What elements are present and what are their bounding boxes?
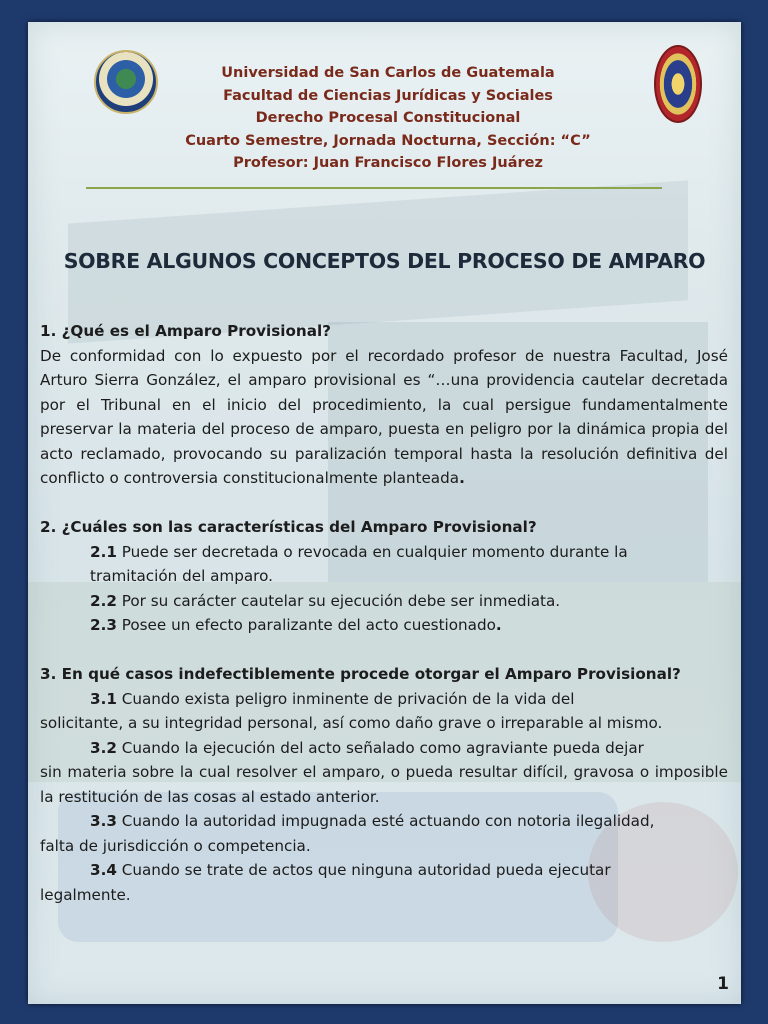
item-2-1-cont: tramitación del amparo. [90, 567, 273, 585]
item-text: Cuando la ejecución del acto señalado como agraviante pueda dejar [116, 738, 644, 757]
item-3-4 [40, 858, 728, 883]
item-text: Cuando la autoridad impugnada esté actuando con notoria ilegalidad, [116, 812, 655, 830]
header-professor: Profesor: Juan Francisco Flores Juárez [233, 155, 543, 171]
document-title: SOBRE ALGUNOS CONCEPTOS DEL PROCESO DE AMPARO [63, 249, 706, 273]
item-text: Puede ser decretada o revocada en cualquier momento durante la [116, 542, 628, 561]
document-body [40, 319, 728, 907]
question-3: 3. En qué casos indefectiblemente procede otorgar el Amparo Provisional? [40, 665, 681, 683]
item-number: 3.4 [90, 861, 117, 879]
item-3-3-cont: falta de jurisdicción o competencia. [40, 836, 311, 855]
item-number: 2.2 [90, 591, 117, 610]
question-2: 2. ¿Cuáles son las características del Amparo Provisional? [40, 518, 537, 536]
answer-1 [40, 344, 728, 491]
item-number: 2.3 [90, 616, 117, 634]
item-text: Posee un efecto paralizante del acto cuestionado [116, 616, 496, 634]
header-university: Universidad de San Carlos de Guatemala [221, 65, 555, 81]
item-number: 3.2 [90, 738, 117, 757]
header-course: Derecho Procesal Constitucional [255, 110, 521, 126]
item-3-2 [40, 736, 728, 761]
item-2-2 [40, 589, 728, 614]
item-2-3 [40, 613, 728, 638]
item-3-1-cont: solicitante, a su integridad personal, así como daño grave o irreparable al mismo. [40, 714, 663, 732]
item-number: 3.1 [90, 689, 117, 708]
header-semester: Cuarto Semestre, Jornada Nocturna, Sección: “C” [185, 132, 591, 149]
item-text: Por su carácter cautelar su ejecución debe ser inmediata. [116, 591, 561, 610]
question-1: 1. ¿Qué es el Amparo Provisional? [40, 322, 331, 340]
item-number: 2.1 [90, 542, 117, 561]
item-3-3 [40, 809, 728, 834]
item-text: Cuando exista peligro inminente de privación de la vida del [116, 689, 575, 708]
answer-1-end: . [459, 469, 465, 487]
header-faculty: Facultad de Ciencias Jurídicas y Sociales [223, 87, 553, 104]
item-3-1 [40, 687, 728, 712]
institution-header [138, 62, 638, 175]
item-number: 3.3 [90, 812, 117, 830]
answer-1-text: De conformidad con lo expuesto por el recordado profesor de nuestra Facultad, José Arturo Sierra González, el amparo provisional es “…una providencia cautelar decretada por el Tribunal en el inicio del procedimiento, la cual persigue fundamentalmente preservar la materia del proceso de amparo, puesta en peligro por la dinámica propia del acto reclamado, provocando su paralización temporal hasta la resolución definitiva del conflicto o controversia constitucionalmente planteada [40, 346, 728, 487]
item-end: . [495, 616, 502, 634]
item-3-2-cont: sin materia sobre la cual resolver el amparo, o pueda resultar difícil, gravosa o imposible la restitución de las cosas al estado anterior. [40, 763, 728, 806]
law-faculty-seal-icon [654, 45, 702, 123]
header-divider [86, 187, 662, 189]
item-text: Cuando se trate de actos que ninguna autoridad pueda ejecutar [116, 861, 611, 879]
item-3-4-cont: legalmente. [40, 885, 131, 904]
item-2-1 [40, 540, 728, 565]
document-page [28, 22, 741, 1004]
page-number: 1 [717, 974, 729, 994]
